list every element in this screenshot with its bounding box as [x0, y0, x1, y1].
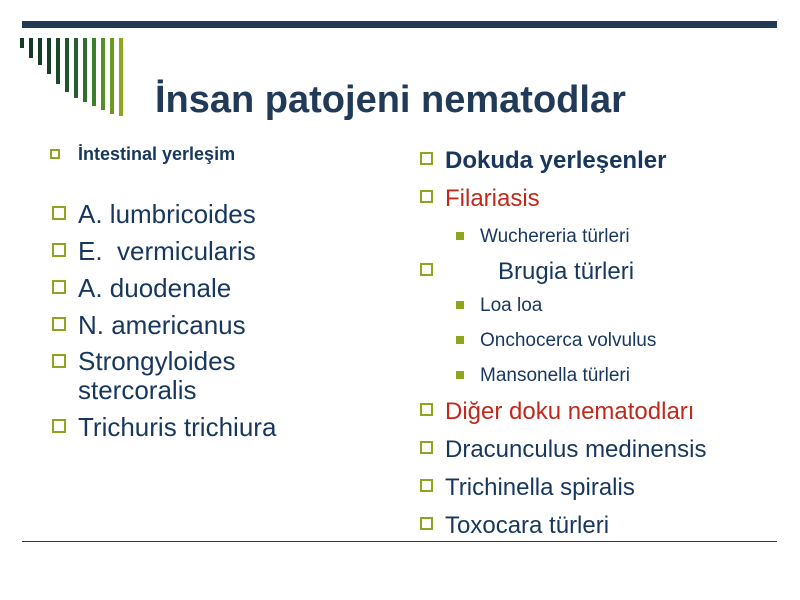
square-bullet-icon — [52, 280, 66, 294]
filariasis-heading: Filariasis — [418, 183, 778, 214]
left-heading: İntestinal yerleşim — [50, 143, 235, 165]
square-bullet-icon — [52, 317, 66, 331]
filled-square-bullet-icon — [456, 232, 464, 240]
square-bullet-icon — [420, 441, 433, 454]
square-bullet-icon — [52, 419, 66, 433]
square-bullet-icon — [52, 243, 66, 257]
intestinal-list — [50, 199, 360, 449]
filled-square-bullet-icon — [456, 301, 464, 309]
other-heading: Diğer doku nematodları — [418, 396, 778, 427]
tissue-list — [418, 145, 778, 548]
square-bullet-icon — [420, 479, 433, 492]
square-bullet-icon — [420, 263, 433, 276]
footer-rule — [22, 541, 777, 542]
square-bullet-icon — [52, 354, 66, 368]
list-item: Toxocara türleri — [418, 510, 778, 541]
list-item: N. americanus — [50, 310, 360, 340]
list-item: Brugia türleri — [418, 256, 778, 287]
slide-title: İnsan patojeni nematodlar — [155, 79, 626, 121]
list-item: Mansonella türleri — [418, 363, 778, 388]
list-item: Onchocerca volvulus — [418, 328, 778, 353]
left-heading-list — [50, 143, 235, 165]
list-item: Dracunculus medinensis — [418, 434, 778, 465]
square-bullet-icon — [420, 190, 433, 203]
list-item: A. lumbricoides — [50, 199, 360, 229]
header-bar — [22, 21, 777, 28]
square-bullet-icon — [50, 149, 60, 159]
list-item: Trichuris trichiura — [50, 412, 360, 442]
right-heading: Dokuda yerleşenler — [418, 145, 778, 176]
list-item: Wuchereria türleri — [418, 224, 778, 249]
filled-square-bullet-icon — [456, 336, 464, 344]
square-bullet-icon — [420, 517, 433, 530]
list-item: A. duodenale — [50, 273, 360, 303]
square-bullet-icon — [52, 206, 66, 220]
filled-square-bullet-icon — [456, 371, 464, 379]
square-bullet-icon — [420, 403, 433, 416]
list-item: Loa loa — [418, 293, 778, 318]
list-item: E. vermicularis — [50, 236, 360, 266]
square-bullet-icon — [420, 152, 433, 165]
list-item: Strongyloides stercoralis — [50, 347, 278, 405]
decorative-stripes — [20, 38, 132, 118]
list-item: Trichinella spiralis — [418, 472, 778, 503]
